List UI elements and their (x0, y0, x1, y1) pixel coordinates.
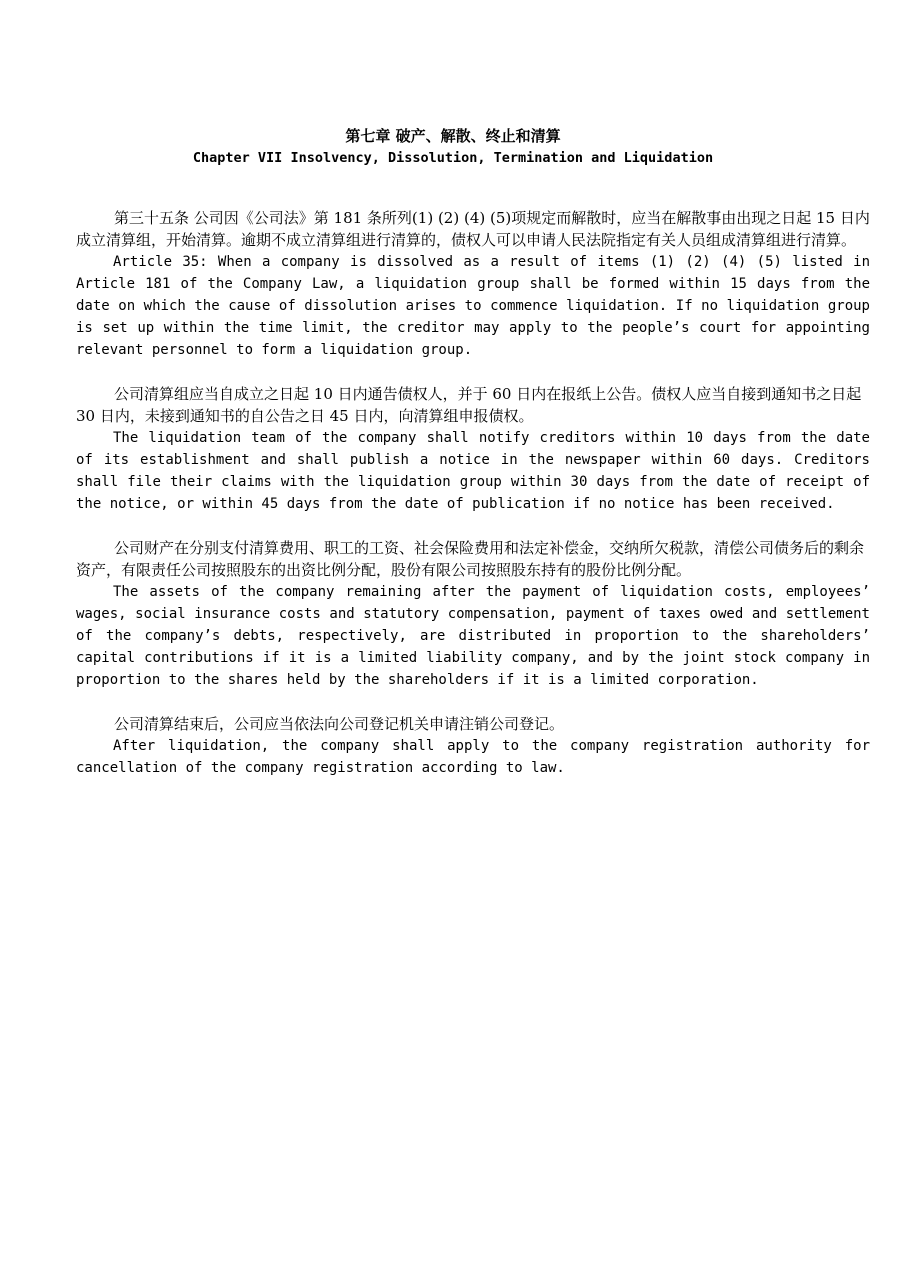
article-paragraph (76, 537, 870, 691)
paragraph-english: Article 35: When a company is dissolved as a result of items (1) (2) (4) (5) listed in Article 181 of the Company Law, a liquidation group shall be formed within 15 days from the date on which the cause of dissolution arises to commence liquidation. If no liquidation group is set up within the time limit, the creditor may apply to the people’s court for appointing relevant personnel to form a liquidation group. (76, 254, 870, 358)
article-paragraph (76, 207, 870, 361)
article-paragraph (76, 713, 870, 779)
paragraph-chinese: 公司清算组应当自成立之日起 10 日内通告债权人，并于 60 日内在报纸上公告。债权人应当自接到通知书之日起 30 日内，未接到通知书的自公告之日 45 日内，向清算组申报债权。 (76, 385, 862, 425)
paragraph-english: The assets of the company remaining after the payment of liquidation costs, employees’ wages, social insurance costs and statutory compensation, payment of taxes owed and settlement of the company’s debts, respectively, are distributed in proportion to the shareholders’ capital contributions if it is a limited liability company, and by the joint stock company in proportion to the shares held by the shareholders if it is a limited corporation. (76, 584, 870, 688)
paragraph-chinese: 第三十五条 公司因《公司法》第 181 条所列(1) (2) (4) (5)项规定而解散时，应当在解散事由出现之日起 15 日内成立清算组，开始清算。逾期不成立清算组进行清算的，债权人可以申请人民法院指定有关人员组成清算组进行清算。 (76, 209, 870, 249)
chapter-title-chinese: 第七章 破产、解散、终止和清算 (345, 127, 561, 145)
paragraph-english: The liquidation team of the company shall notify creditors within 10 days from the date of its establishment and shall publish a notice in the newspaper within 60 days. Creditors shall file their claims with the liquidation group within 30 days from the date of receipt of the notice, or within 45 days from the date of publication if no notice has been received. (76, 430, 870, 512)
chapter-heading (0, 125, 906, 169)
article-paragraph (76, 383, 870, 515)
document-body (76, 207, 870, 801)
paragraph-chinese: 公司财产在分别支付清算费用、职工的工资、社会保险费用和法定补偿金，交纳所欠税款，清偿公司债务后的剩余资产，有限责任公司按照股东的出资比例分配，股份有限公司按照股东持有的股份比例分配。 (76, 539, 865, 579)
paragraph-english: After liquidation, the company shall apply to the company registration authority for cancellation of the company registration according to law. (76, 738, 870, 776)
chapter-title-english: Chapter VII Insolvency, Dissolution, Termination and Liquidation (192, 150, 714, 166)
paragraph-chinese: 公司清算结束后，公司应当依法向公司登记机关申请注销公司登记。 (114, 715, 565, 733)
